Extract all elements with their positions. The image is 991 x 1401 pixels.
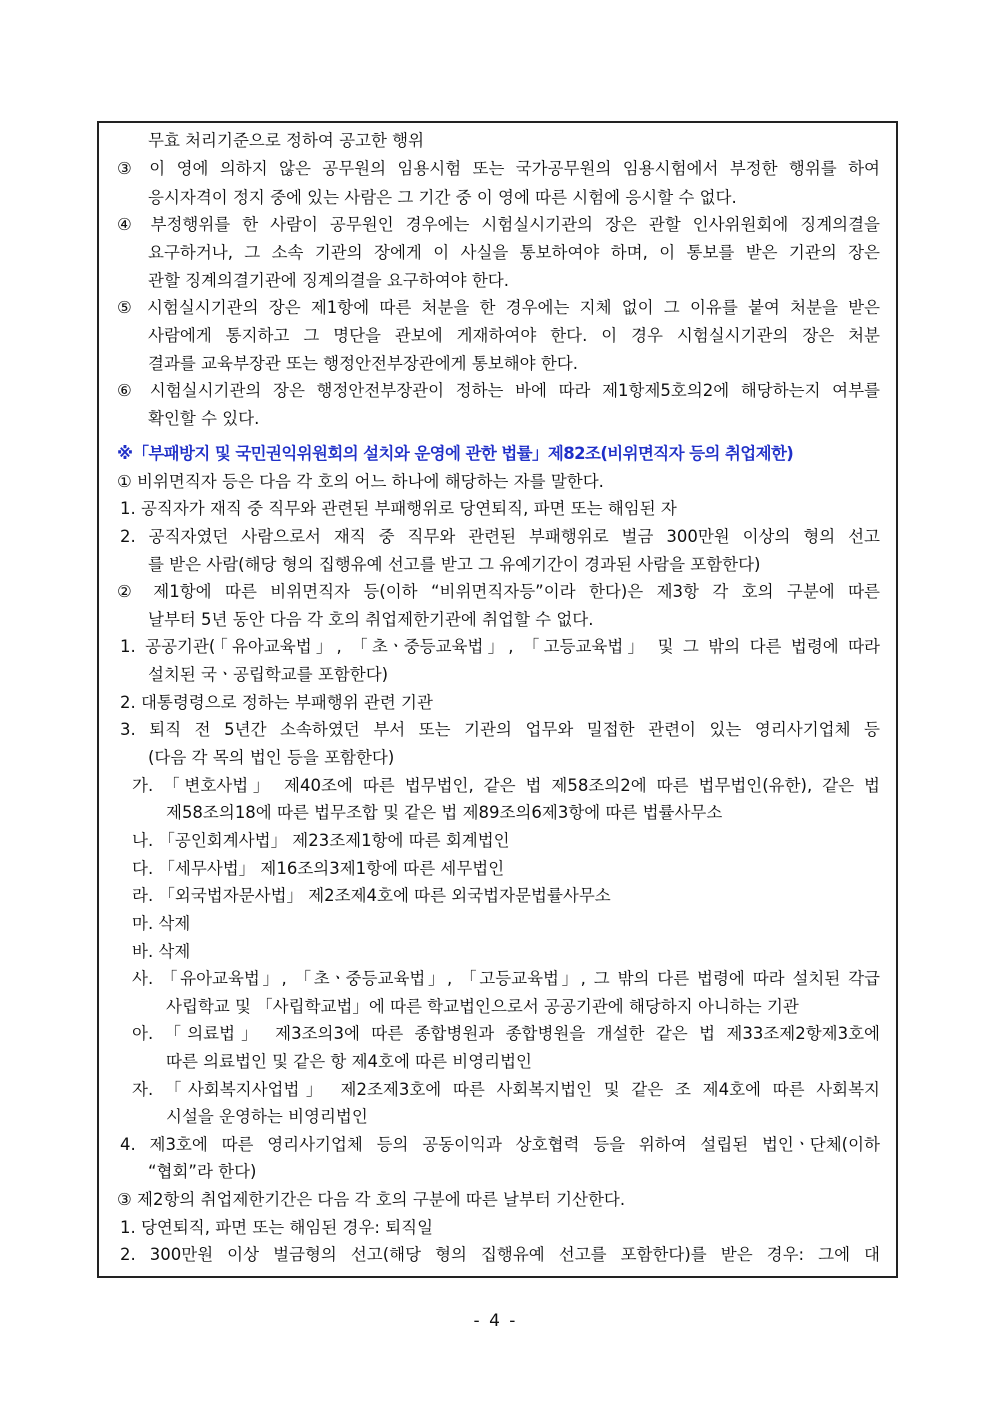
text-line: 날부터 5년 동안 다음 각 호의 취업제한기관에 취업할 수 없다. bbox=[148, 610, 594, 629]
text-line: 시설을 운영하는 비영리법인 bbox=[166, 1107, 368, 1126]
text-line: 3. 퇴직 전 5년간 소속하였던 부서 또는 기관의 업무와 밀접한 관련이 있는 영리사기업체 등 bbox=[120, 720, 880, 739]
text-line: 2. 공직자였던 사람으로서 재직 중 직무와 관련된 부패행위로 벌금 300만원 이상의 형의 선고 bbox=[120, 527, 880, 546]
text-line: 2. 300만원 이상 벌금형의 선고(해당 형의 집행유예 선고를 포함한다)를 받은 경우: 그에 대 bbox=[120, 1245, 880, 1264]
text-line: 1. 공공기관(「유아교육법」, 「초ㆍ중등교육법」, 「고등교육법」 및 그 밖의 다른 법령에 따라 bbox=[120, 637, 880, 656]
text-line: 라. 「외국법자문사법」 제2조제4호에 따른 외국법자문법률사무소 bbox=[132, 886, 611, 905]
text-line: ② 제1항에 따른 비위면직자 등(이하 “비위면직자등”이라 한다)은 제3항 각 호의 구분에 따른 bbox=[117, 582, 880, 601]
text-line: 사립학교 및 「사립학교법」에 따른 학교법인으로서 공공기관에 해당하지 아니하는 기관 bbox=[166, 997, 799, 1016]
page-number: - 4 - bbox=[473, 1311, 518, 1331]
text-line: 응시자격이 정지 중에 있는 사람은 그 기간 중 이 영에 따른 시험에 응시할 수 없다. bbox=[148, 188, 737, 207]
text-line: ⑤ 시험실시기관의 장은 제1항에 따른 처분을 한 경우에는 지체 없이 그 이유를 붙여 처분을 받은 bbox=[117, 298, 880, 317]
text-line: ③ 이 영에 의하지 않은 공무원의 임용시험 또는 국가공무원의 임용시험에서 부정한 행위를 하여 bbox=[117, 159, 880, 178]
text-line: ⑥ 시험실시기관의 장은 행정안전부장관이 정하는 바에 따라 제1항제5호의2에 해당하는지 여부를 bbox=[117, 381, 880, 400]
text-line: 가. 「변호사법」 제40조에 따른 법무법인, 같은 법 제58조의2에 따른 법무법인(유한), 같은 법 bbox=[132, 776, 880, 795]
text-line: 설치된 국ㆍ공립학교를 포함한다) bbox=[148, 665, 389, 684]
text-line: 나. 「공인회계사법」 제23조제1항에 따른 회계법인 bbox=[132, 831, 510, 850]
text-line: 1. 공직자가 재직 중 직무와 관련된 부패행위로 당연퇴직, 파면 또는 해임된 자 bbox=[120, 499, 677, 518]
text-line: “협회”라 한다) bbox=[148, 1162, 257, 1181]
text-line: 자. 「사회복지사업법」 제2조제3호에 따른 사회복지법인 및 같은 조 제4호에 따른 사회복지 bbox=[132, 1080, 880, 1099]
law-article-heading: ※「부패방지 및 국민권익위원회의 설치와 운영에 관한 법률」제82조(비위면직자 등의 취업제한) bbox=[117, 444, 794, 463]
text-line: 요구하거나, 그 소속 기관의 장에게 이 사실을 통보하여야 하며, 이 통보를 받은 기관의 장은 bbox=[148, 243, 880, 262]
text-line: 를 받은 사람(해당 형의 집행유예 선고를 받고 그 유예기간이 경과된 사람을 포함한다) bbox=[148, 555, 761, 574]
text-line: 따른 의료법인 및 같은 항 제4호에 따른 비영리법인 bbox=[166, 1052, 532, 1071]
text-line: 확인할 수 있다. bbox=[148, 409, 260, 428]
text-line: 1. 당연퇴직, 파면 또는 해임된 경우: 퇴직일 bbox=[120, 1218, 434, 1237]
text-line: 제58조의18에 따른 법무조합 및 같은 법 제89조의6제3항에 따른 법률사무소 bbox=[166, 803, 723, 822]
text-line: (다음 각 목의 법인 등을 포함한다) bbox=[148, 748, 395, 767]
text-line: ④ 부정행위를 한 사람이 공무원인 경우에는 시험실시기관의 장은 관할 인사위원회에 징계의결을 bbox=[117, 215, 880, 234]
text-line: ① 비위면직자 등은 다음 각 호의 어느 하나에 해당하는 자를 말한다. bbox=[117, 472, 604, 491]
text-line: 마. 삭제 bbox=[132, 914, 191, 933]
text-line: ③ 제2항의 취업제한기간은 다음 각 호의 구분에 따른 날부터 기산한다. bbox=[117, 1190, 626, 1209]
text-line: 사. 「유아교육법」, 「초ㆍ중등교육법」, 「고등교육법」, 그 밖의 다른 법령에 따라 설치된 각급 bbox=[132, 969, 880, 988]
text-line: 2. 대통령령으로 정하는 부패행위 관련 기관 bbox=[120, 693, 433, 712]
text-line: 관할 징계의결기관에 징계의결을 요구하여야 한다. bbox=[148, 271, 509, 290]
text-line: 바. 삭제 bbox=[132, 942, 191, 961]
text-line: 다. 「세무사법」 제16조의3제1항에 따른 세무법인 bbox=[132, 859, 505, 878]
text-line: 결과를 교육부장관 또는 행정안전부장관에게 통보해야 한다. bbox=[148, 354, 578, 373]
text-line: 사람에게 통지하고 그 명단을 관보에 게재하여야 한다. 이 경우 시험실시기관의 장은 처분 bbox=[148, 326, 880, 345]
text-line: 무효 처리기준으로 정하여 공고한 행위 bbox=[148, 131, 425, 150]
text-line: 4. 제3호에 따른 영리사기업체 등의 공동이익과 상호협력 등을 위하여 설립된 법인ㆍ단체(이하 bbox=[120, 1135, 880, 1154]
text-line: 아. 「의료법」 제3조의3에 따른 종합병원과 종합병원을 개설한 같은 법 제33조제2항제3호에 bbox=[132, 1024, 880, 1043]
